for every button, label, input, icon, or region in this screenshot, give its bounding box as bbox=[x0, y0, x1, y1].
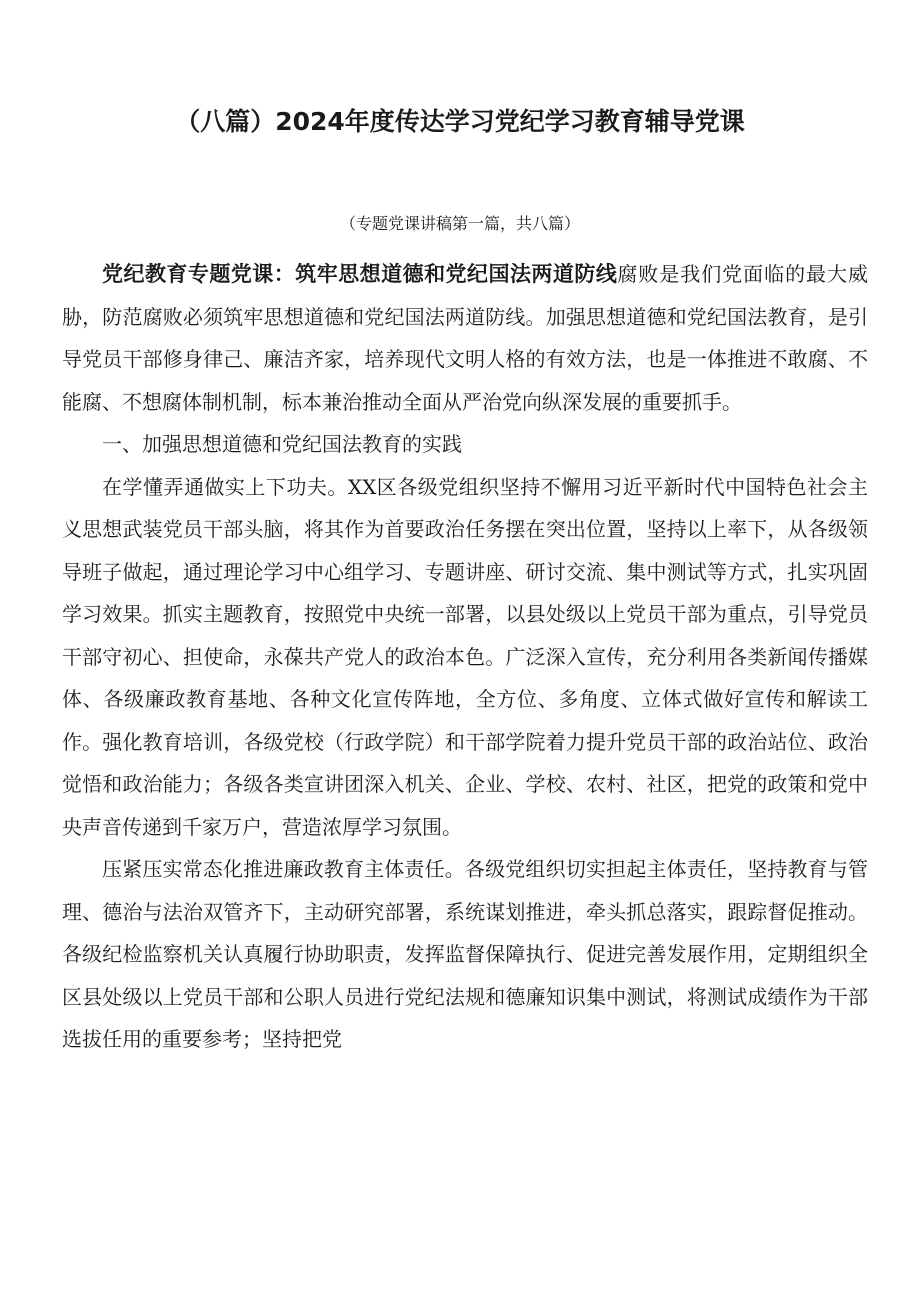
document-body bbox=[62, 253, 868, 1061]
paragraph-intro bbox=[62, 253, 868, 423]
document-subtitle: （专题党课讲稿第一篇，共八篇） bbox=[339, 214, 580, 233]
document-title: （八篇）2024年度传达学习党纪学习教育辅导党课 bbox=[175, 107, 745, 136]
paragraph: 在学懂弄通做实上下功夫。XX区各级党组织坚持不懈用习近平新时代中国特色社会主义思想武装党员干部头脑，将其作为首要政治任务摆在突出位置，坚持以上率下，从各级领导班子做起，通过理论学习中心组学习、专题讲座、研讨交流、集中测试等方式，扎实巩固学习效果。抓实主题教育，按照党中央统一部署，以县处级以上党员干部为重点，引导党员干部守初心、担使命，永葆共产党人的政治本色。广泛深入宣传，充分利用各类新闻传播媒体、各级廉政教育基地、各种文化宣传阵地，全方位、多角度、立体式做好宣传和解读工作。强化教育培训，各级党校（行政学院）和干部学院着力提升党员干部的政治站位、政治觉悟和政治能力；各级各类宣讲团深入机关、企业、学校、农村、社区，把党的政策和党中央声音传递到千家万户，营造浓厚学习氛围。 bbox=[62, 474, 868, 839]
paragraph: 压紧压实常态化推进廉政教育主体责任。各级党组织切实担起主体责任，坚持教育与管理、德治与法治双管齐下，主动研究部署，系统谋划推进，牵头抓总落实，跟踪督促推动。各级纪检监察机关认真履行协助职责，发挥监督保障执行、促进完善发展作用，定期组织全区县处级以上党员干部和公职人员进行党纪法规和德廉知识集中测试，将测试成绩作为干部选拔任用的重要参考；坚持把党 bbox=[62, 857, 868, 1051]
section-heading: 一、加强思想道德和党纪国法教育的实践 bbox=[102, 432, 462, 456]
paragraph-text: 腐败是我们党面临的最大威胁，防范腐败必须筑牢思想道德和党纪国法两道防线。加强思想道德和党纪国法教育，是引导党员干部修身律己、廉洁齐家，培养现代文明人格的有效方法，也是一体推进不敢腐、不能腐、不想腐体制机制，标本兼治推动全面从严治党向纵深发展的重要抓手。 bbox=[62, 262, 868, 414]
inline-heading: 党纪教育专题党课：筑牢思想道德和党纪国法两道防线 bbox=[102, 262, 618, 286]
